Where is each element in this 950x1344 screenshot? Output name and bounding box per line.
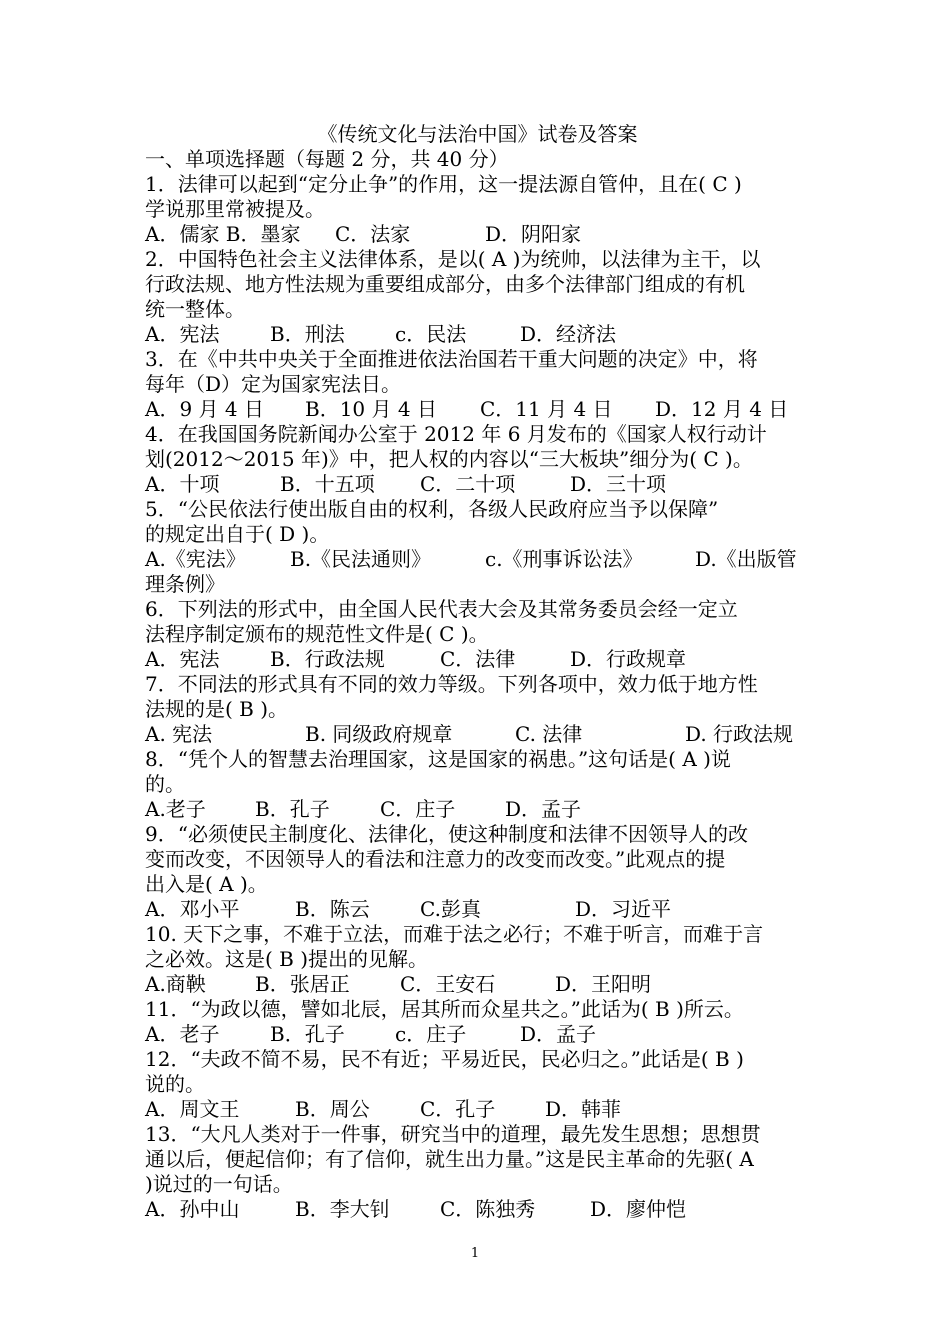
options-row: [145, 972, 810, 997]
answer-option: A．老子: [145, 1022, 220, 1046]
answer-option: C．陈独秀: [440, 1197, 536, 1221]
options-row: [145, 397, 810, 422]
answer-option: A．9 月 4 日: [145, 397, 264, 421]
question-text: 9．“必须使民主制度化、法律化，使这种制度和法律不因领导人的改: [145, 822, 748, 846]
answer-option: A.老子: [145, 797, 206, 821]
answer-option: c．庄子: [395, 1022, 467, 1046]
page-number: 1: [470, 1246, 480, 1261]
answer-option: B.《民法通则》: [290, 547, 432, 571]
answer-option: B．孔子: [270, 1022, 345, 1046]
options-row: [145, 647, 810, 672]
option-continuation: 理条例》: [145, 572, 225, 596]
options-row: [145, 722, 810, 747]
exam-content: [145, 122, 810, 1222]
answer-option: B．10 月 4 日: [305, 397, 437, 421]
answer-option: A．宪法: [145, 322, 220, 346]
question-text: 学说那里常被提及。: [145, 197, 325, 221]
answer-option: A．十项: [145, 472, 220, 496]
answer-option: D．习近平: [575, 897, 672, 921]
question-text: 6．下列法的形式中，由全国人民代表大会及其常务委员会经一定立: [145, 597, 738, 621]
answer-option: D．阴阳家: [485, 222, 582, 246]
question-text: 3．在《中共中央关于全面推进依法治国若干重大问题的决定》中，将: [145, 347, 758, 371]
question-text: 7．不同法的形式具有不同的效力等级。下列各项中，效力低于地方性: [145, 672, 758, 696]
question-text: 1．法律可以起到“定分止争”的作用，这一提法源自管仲，且在( C ): [145, 172, 742, 196]
answer-option: B．周公: [295, 1097, 370, 1121]
answer-option: A.商鞅: [145, 972, 206, 996]
question-text: 12．“夫政不简不易，民不有近；平易近民，民必归之。”此话是( B ): [145, 1047, 744, 1071]
question-text: 行政法规、地方性法规为重要组成部分，由多个法律部门组成的有机: [145, 272, 745, 296]
question-text: 出入是( A )。: [145, 872, 268, 896]
answer-option: C．11 月 4 日: [480, 397, 613, 421]
answer-option: C．法家: [335, 222, 411, 246]
document-title: 《传统文化与法治中国》试卷及答案: [317, 122, 638, 146]
answer-option: B．陈云: [295, 897, 370, 921]
answer-option: B．张居正: [255, 972, 350, 996]
answer-option: A. 宪法: [145, 722, 213, 746]
options-row: [145, 1197, 810, 1222]
answer-option: A．儒家 B．墨家: [145, 222, 301, 246]
answer-option: B．十五项: [280, 472, 375, 496]
question-text: 2．中国特色社会主义法律体系，是以( A )为统帅，以法律为主干，以: [145, 247, 761, 271]
answer-option: C．法律: [440, 647, 516, 671]
question-text: 通以后，便起信仰；有了信仰，就生出力量。”这是民主革命的先驱( A: [145, 1147, 754, 1171]
answer-option: C. 法律: [515, 722, 583, 746]
question-text: 的。: [145, 772, 185, 796]
answer-option: C．二十项: [420, 472, 516, 496]
question-text: 8．“凭个人的智慧去治理国家，这是国家的祸患。”这句话是( A )说: [145, 747, 731, 771]
answer-option: c.《刑事诉讼法》: [485, 547, 643, 571]
answer-option: D．孟子: [520, 1022, 597, 1046]
answer-option: C．王安石: [400, 972, 496, 996]
question-text: )说过的一句话。: [145, 1172, 293, 1196]
answer-option: A．邓小平: [145, 897, 240, 921]
options-row: [145, 547, 810, 572]
answer-option: D．行政规章: [570, 647, 687, 671]
question-text: 13．“大凡人类对于一件事，研究当中的道理，最先发生思想；思想贯: [145, 1122, 761, 1146]
answer-option: A．宪法: [145, 647, 220, 671]
question-text: 4．在我国国务院新闻办公室于 2012 年 6 月发布的《国家人权行动计: [145, 422, 767, 446]
question-text: 5．“公民依法行使出版自由的权利，各级人民政府应当予以保障”: [145, 497, 719, 521]
question-text: 之必效。这是( B )提出的见解。: [145, 947, 429, 971]
options-row: [145, 1097, 810, 1122]
options-row: [145, 1022, 810, 1047]
answer-option: A．孙中山: [145, 1197, 240, 1221]
answer-option: B．李大钊: [295, 1197, 390, 1221]
question-list: [145, 172, 810, 1222]
question-text: 变而改变，不因领导人的看法和注意力的改变而改变。”此观点的提: [145, 847, 726, 871]
answer-option: A．周文王: [145, 1097, 240, 1121]
answer-option: A.《宪法》: [145, 547, 246, 571]
answer-option: D．12 月 4 日: [655, 397, 789, 421]
answer-option: D．经济法: [520, 322, 617, 346]
answer-option: B．孔子: [255, 797, 330, 821]
answer-option: D.《出版管: [695, 547, 797, 571]
answer-option: C．孔子: [420, 1097, 496, 1121]
answer-option: D．孟子: [505, 797, 582, 821]
answer-option: D．三十项: [570, 472, 667, 496]
answer-option: B．刑法: [270, 322, 345, 346]
question-text: 划(2012～2015 年)》中，把人权的内容以“三大板块”细分为( C )。: [145, 447, 753, 471]
question-text: 的规定出自于( D )。: [145, 522, 330, 546]
question-text: 法程序制定颁布的规范性文件是( C )。: [145, 622, 489, 646]
options-row: [145, 897, 810, 922]
question-text: 11．“为政以德，譬如北辰，居其所而众星共之。”此话为( B )所云。: [145, 997, 744, 1021]
options-row: [145, 472, 810, 497]
question-text: 法规的是( B )。: [145, 697, 289, 721]
answer-option: c．民法: [395, 322, 467, 346]
answer-option: D．韩菲: [545, 1097, 622, 1121]
answer-option: B. 同级政府规章: [305, 722, 453, 746]
section-heading: 一、单项选择题（每题 2 分，共 40 分）: [145, 147, 509, 171]
options-row: [145, 797, 810, 822]
answer-option: D．廖仲恺: [590, 1197, 687, 1221]
options-row: [145, 322, 810, 347]
answer-option: D．王阳明: [555, 972, 652, 996]
answer-option: C.彭真: [420, 897, 481, 921]
question-text: 说的。: [145, 1072, 205, 1096]
answer-option: C．庄子: [380, 797, 456, 821]
question-text: 每年（D）定为国家宪法日。: [145, 372, 402, 396]
answer-option: D. 行政法规: [685, 722, 794, 746]
answer-option: B．行政法规: [270, 647, 385, 671]
question-text: 统一整体。: [145, 297, 245, 321]
question-text: 10. 天下之事，不难于立法，而难于法之必行；不难于听言，而难于言: [145, 922, 764, 946]
options-row: [145, 222, 810, 247]
